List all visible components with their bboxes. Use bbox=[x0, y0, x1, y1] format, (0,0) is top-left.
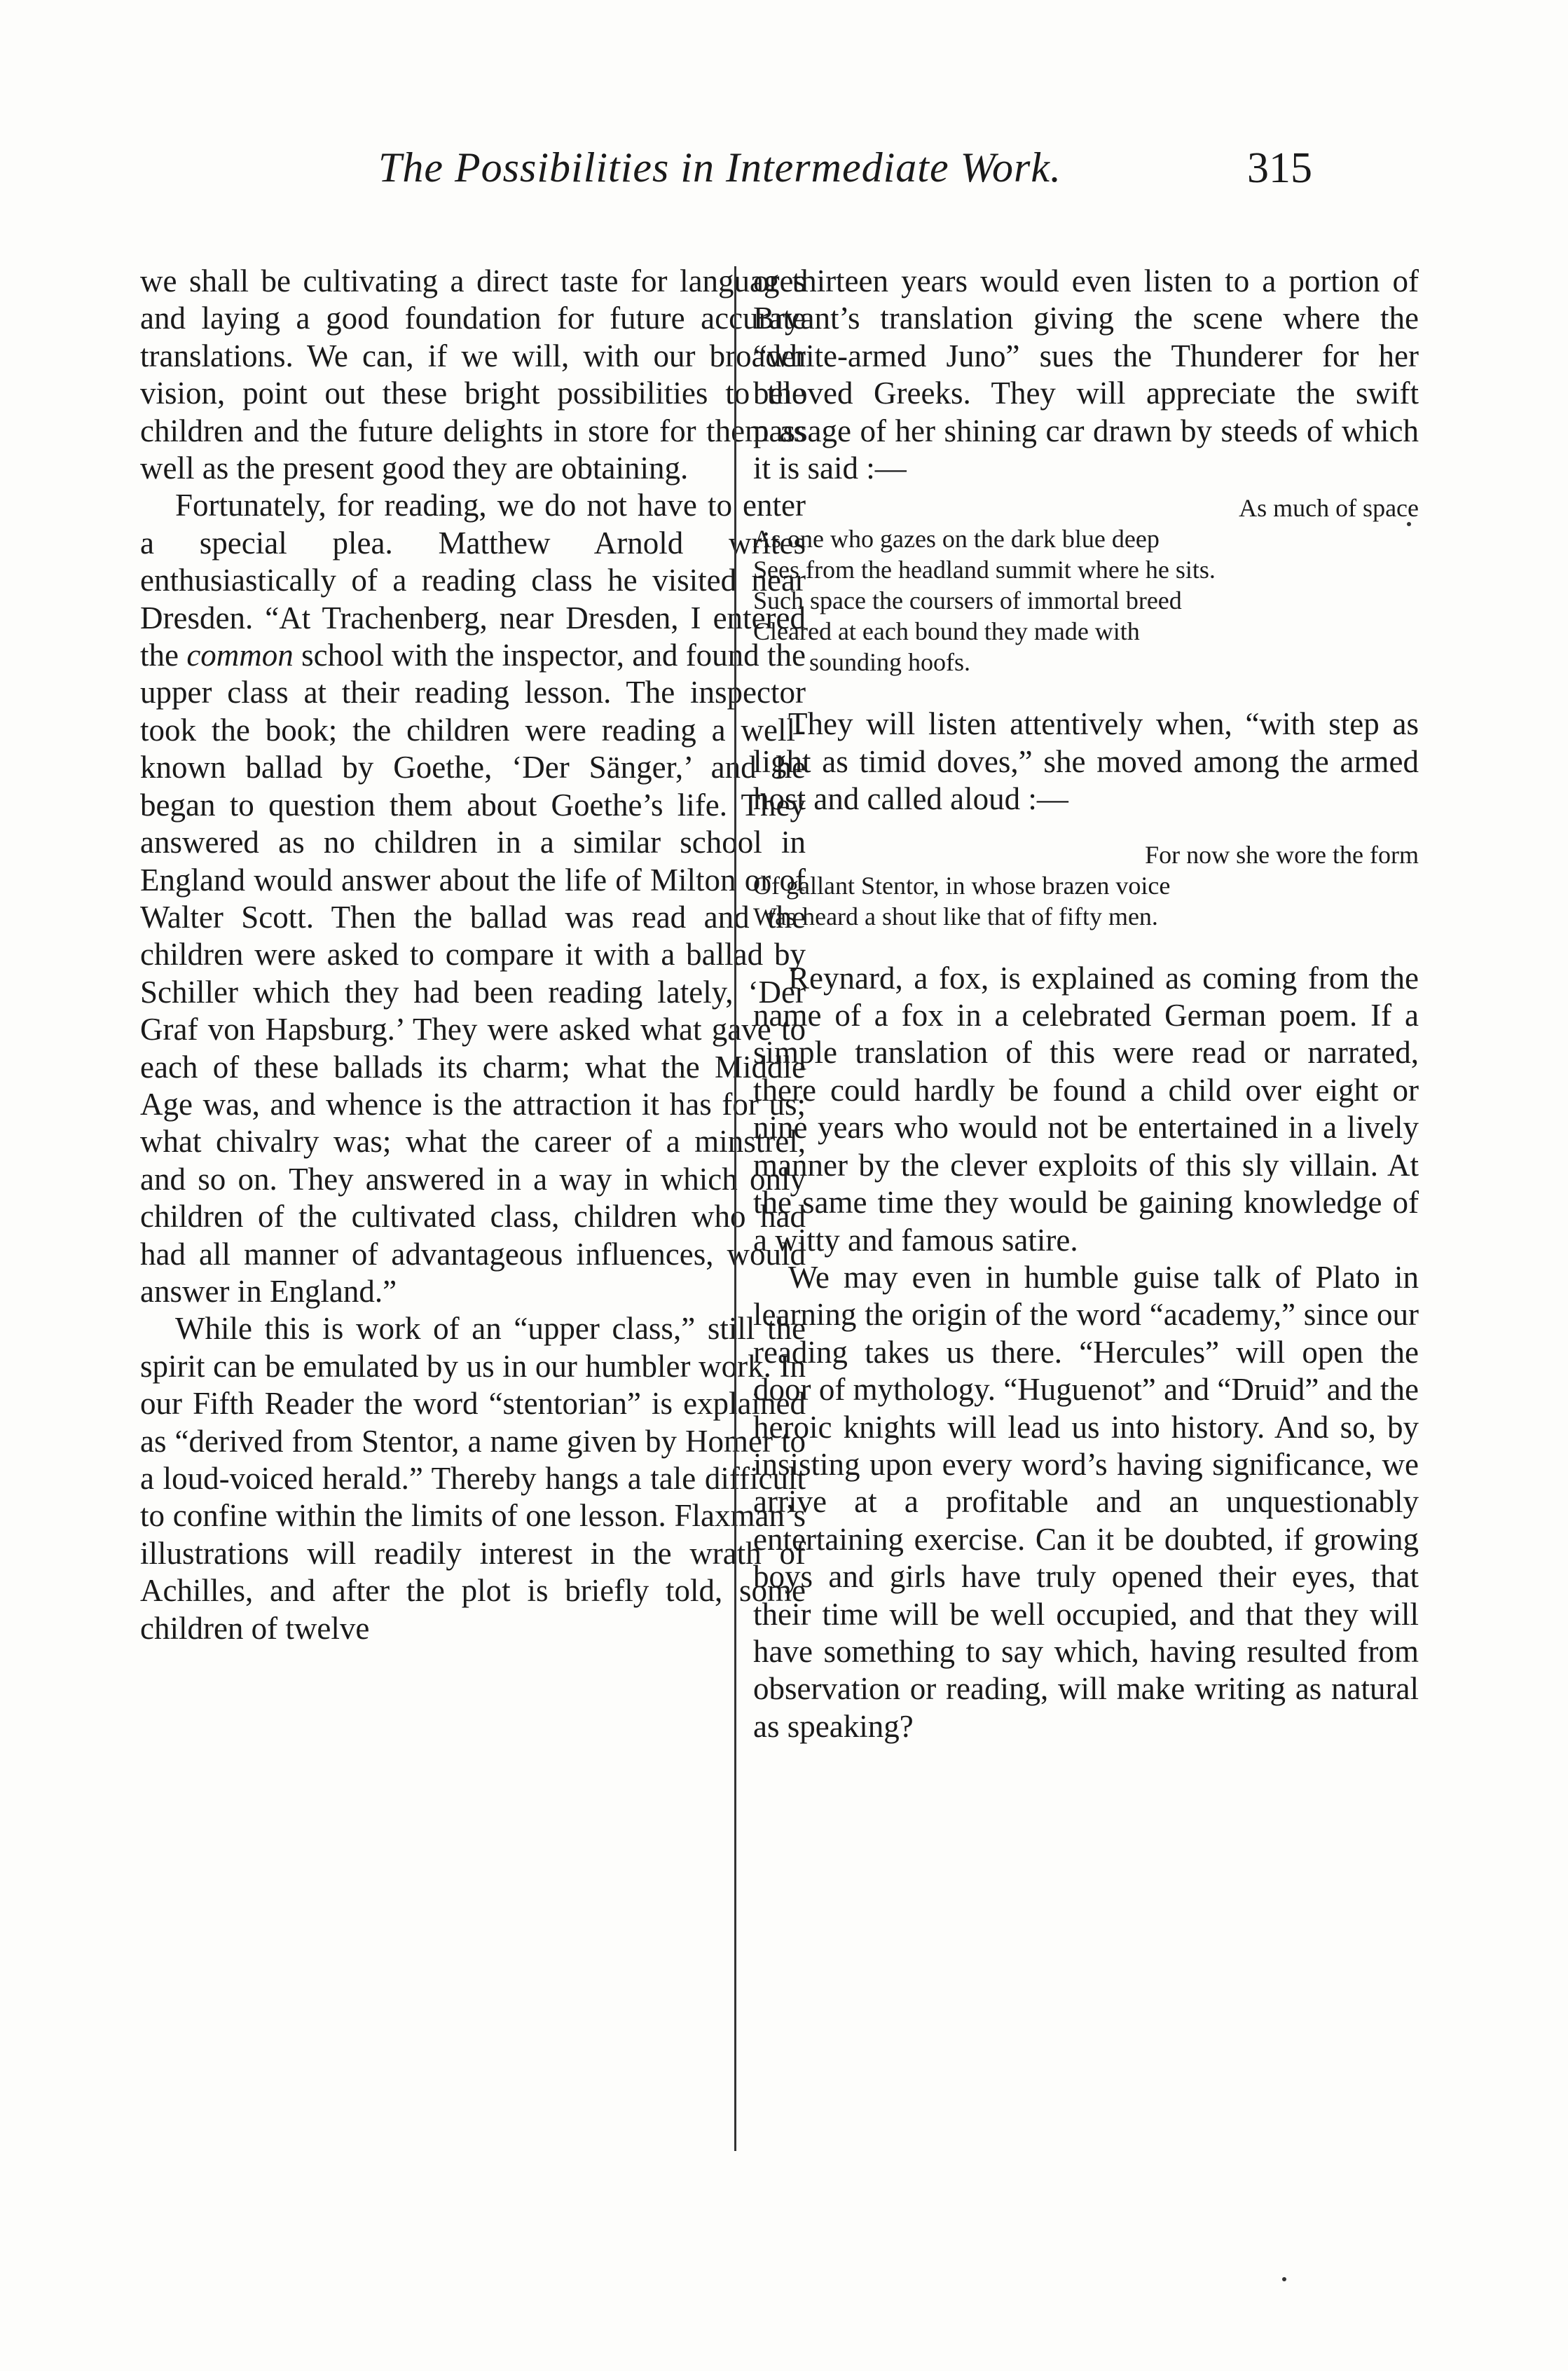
paragraph-text: school with the inspector, and found the upper class at their reading lesson. The inspector took the book; the children were reading a well-known ballad by Goethe, ‘Der Sänger,’ and he began to question them about Goethe’s life. They answered as no children in a similar school in England would answer about the life of Milton or of Walter Scott. Then the ballad was read and the children were asked to compare it with a ballad by Schiller which they had been reading lately, ‘Der Graf von Hapsburg.’ They were asked what gave to each of these ballads its charm; what the Middle Age was, and whence is the attraction it has for us; what chivalry was; what the career of a minstrel, and so on. They answered in a way in which only children of the cultivated class, children who had had all manner of advantageous influences, would answer in England.” bbox=[140, 638, 806, 1309]
running-head: The Possibilities in Intermediate Work. bbox=[378, 144, 1062, 191]
paragraph: They will listen attentively when, “with step as light as timid doves,” she moved among the armed host and called aloud :— bbox=[753, 706, 1419, 817]
verse-line: Sees from the headland summit where he sits. bbox=[753, 556, 1216, 584]
page-header bbox=[0, 144, 1568, 228]
column-rule bbox=[734, 266, 736, 2151]
paragraph: or thirteen years would even listen to a portion of Bryant’s translation giving the scene where the “white-armed Juno” sues the Thunderer for her beloved Greeks. They will appreciate the swift passage of her shining car drawn by steeds of which it is said :— bbox=[753, 263, 1419, 486]
right-column bbox=[753, 263, 1419, 1745]
page-number: 315 bbox=[1247, 144, 1312, 192]
paragraph: Reynard, a fox, is explained as coming from the name of a fox in a celebrated German poem. If a simple translation of this were read or narrated, there could hardly be found a child over eight or nine years who would not be entertained in a lively manner by the clever exploits of this sly villain. At the same time they would be gaining knowledge of a witty and famous satire. bbox=[753, 960, 1419, 1258]
paragraph-text: Fortunately, for reading, we do not have to enter a special plea. Matthew Arnold writes enthusiastically of a reading class he visited near Dresden. “At Trachenberg, near Dresden, I entered the bbox=[140, 488, 806, 673]
verse-line: As one who gazes on the dark blue deep bbox=[753, 525, 1160, 554]
paragraph bbox=[140, 487, 806, 1310]
verse-line: Such space the coursers of immortal breed bbox=[753, 586, 1182, 615]
paragraph: we shall be cultivating a direct taste for languages and laying a good foundation for future accurate translations. We can, if we will, with our broader vision, point out these bright possibilities to the children and the future delights in store for them as well as the present good they are obtaining. bbox=[140, 263, 806, 486]
verse-line: For now she wore the form bbox=[1145, 840, 1419, 869]
verse-quote bbox=[753, 493, 1419, 678]
verse-line: sounding hoofs. bbox=[809, 648, 971, 677]
verse-line: As much of space bbox=[1239, 494, 1419, 523]
verse-line: Was heard a shout like that of fifty men. bbox=[753, 902, 1158, 930]
verse-line: Cleared at each bound they made with bbox=[753, 617, 1140, 646]
ink-speck bbox=[1282, 2277, 1286, 2281]
paragraph: We may even in humble guise talk of Plato in learning the origin of the word “academy,” since our reading takes us there. “Hercules” will open the door of mythology. “Huguenot” and “Druid” and the heroic knights will lead us into history. And so, by insisting upon every word’s having significance, we arrive at a profitable and an unquestionably entertaining exercise. Can it be doubted, if growing boys and girls have truly opened their eyes, that their time will be well occupied, and that they will have something to say which, having resulted from observation or reading, will make writing as natural as speaking? bbox=[753, 1259, 1419, 1744]
verse-line: Of gallant Stentor, in whose brazen voice bbox=[753, 871, 1171, 900]
emphasis-text: common bbox=[186, 638, 294, 673]
ink-speck bbox=[1407, 522, 1411, 526]
left-column bbox=[140, 263, 806, 1647]
verse-quote bbox=[753, 839, 1419, 932]
paragraph: While this is work of an “upper class,” still the spirit can be emulated by us in our humbler work. In our Fifth Reader the word “stentorian” is explained as “derived from Stentor, a name given by Homer to a loud-voiced herald.” Thereby hangs a tale difficult to confine within the limits of one lesson. Flaxman’s illustrations will readily interest in the wrath of Achilles, and after the plot is briefly told, some children of twelve bbox=[140, 1311, 806, 1646]
